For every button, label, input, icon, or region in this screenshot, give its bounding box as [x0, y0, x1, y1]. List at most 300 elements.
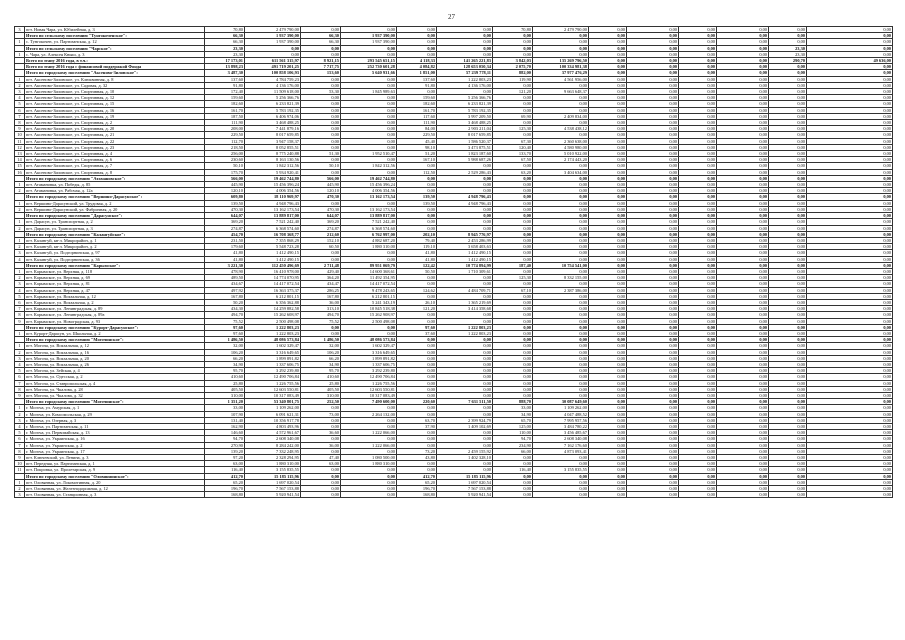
value-cell: 6 212 801,15 — [341, 293, 397, 299]
value-cell: 0,00 — [589, 244, 627, 250]
value-cell: 310,00 — [301, 392, 341, 398]
value-cell: 0,00 — [679, 58, 717, 64]
value-cell: 0,00 — [627, 399, 679, 405]
address-cell: пгт. Аксеново-Зиловское, ул. Спортивная, д. 8 — [25, 169, 205, 175]
value-cell: 0,00 — [627, 330, 679, 336]
address-cell: г. Могоча, ул. Первомайская, д. 13 — [25, 430, 205, 436]
value-cell: 0,00 — [627, 200, 679, 206]
value-cell: 0,00 — [533, 188, 589, 194]
value-cell: 139,50 — [205, 200, 245, 206]
value-cell: 0,00 — [679, 287, 717, 293]
value-cell: 0,00 — [589, 151, 627, 157]
value-cell: 0,00 — [627, 386, 679, 392]
value-cell: 0,00 — [397, 275, 437, 281]
value-cell: 0,00 — [679, 219, 717, 225]
value-cell: 0,00 — [717, 256, 769, 262]
value-cell: 1 412 490,15 — [245, 256, 301, 262]
value-cell: 51,20 — [397, 151, 437, 157]
value-cell: 0,00 — [301, 51, 341, 57]
value-cell: 8 017 659,85 — [437, 132, 493, 138]
value-cell: 0,00 — [533, 182, 589, 188]
value-cell: 0,00 — [769, 76, 807, 82]
value-cell: 133,70 — [493, 151, 533, 157]
value-cell: 112,70 — [205, 138, 245, 144]
value-cell: 41,80 — [205, 250, 245, 256]
value-cell: 12 490 706,84 — [341, 374, 397, 380]
value-cell: 0,00 — [769, 256, 807, 262]
value-cell: 0,00 — [807, 256, 893, 262]
value-cell: 0,00 — [807, 405, 893, 411]
value-cell: 274,87 — [205, 225, 245, 231]
value-cell: 6 091 621,31 — [245, 411, 301, 417]
value-cell: 0,00 — [807, 355, 893, 361]
value-cell: 0,00 — [437, 213, 493, 219]
value-cell: 137,60 — [205, 76, 245, 82]
value-cell: 0,00 — [589, 312, 627, 318]
value-cell: 0,00 — [397, 225, 437, 231]
value-cell: 0,00 — [437, 225, 493, 231]
value-cell: 168,80 — [205, 492, 245, 498]
value-cell: 0,00 — [679, 392, 717, 398]
value-cell: 0,00 — [627, 231, 679, 237]
value-cell: 0,00 — [589, 188, 627, 194]
value-cell: 0,00 — [533, 455, 589, 461]
value-cell: 0,00 — [397, 318, 437, 324]
value-cell: 63,00 — [301, 461, 341, 467]
value-cell: 5 241 343,19 — [341, 299, 397, 305]
address-cell: Итого по городскому поселению "Карымское": — [25, 262, 205, 268]
value-cell: 0,00 — [533, 219, 589, 225]
value-cell: 0,00 — [769, 213, 807, 219]
value-cell: 0,00 — [627, 324, 679, 330]
value-cell: 0,00 — [341, 473, 397, 479]
value-cell: 0,00 — [341, 436, 397, 442]
value-cell: 2 608 340,08 — [245, 436, 301, 442]
row-number-cell: 16 — [15, 169, 25, 175]
value-cell: 0,00 — [769, 163, 807, 169]
value-cell: 0,00 — [533, 33, 589, 39]
value-cell: 0,00 — [679, 448, 717, 454]
value-cell: 0,00 — [807, 417, 893, 423]
value-cell: 0,00 — [679, 349, 717, 355]
value-cell: 0,00 — [493, 237, 533, 243]
value-cell: 0,00 — [679, 361, 717, 367]
value-cell: 412,70 — [397, 473, 437, 479]
value-cell: 0,00 — [493, 473, 533, 479]
value-cell: 12 603 550,81 — [341, 386, 397, 392]
address-cell: пгт. Калангуй, кв-л. Микрорайон, д. 2 — [25, 244, 205, 250]
value-cell: 0,00 — [437, 182, 493, 188]
value-cell: 0,00 — [769, 70, 807, 76]
row-number-cell: 7 — [15, 113, 25, 119]
address-cell: Итого по городскому поселению "Могочинское": — [25, 337, 205, 343]
row-number-cell: 6 — [15, 299, 25, 305]
value-cell: 0,00 — [807, 343, 893, 349]
value-cell: 0,00 — [679, 368, 717, 374]
value-cell: 0,00 — [493, 219, 533, 225]
value-cell: 3 487,30 — [205, 70, 245, 76]
value-cell: 256,00 — [205, 151, 245, 157]
value-cell: 94,70 — [205, 436, 245, 442]
value-cell: 491 719 201,25 — [245, 64, 301, 70]
value-cell: 0,00 — [679, 386, 717, 392]
value-cell: 0,00 — [533, 268, 589, 274]
value-cell: 0,00 — [627, 461, 679, 467]
value-cell: 489,50 — [205, 275, 245, 281]
value-cell: 0,00 — [533, 120, 589, 126]
value-cell: 0,00 — [533, 355, 589, 361]
value-cell: 0,00 — [679, 306, 717, 312]
value-cell: 0,00 — [627, 157, 679, 163]
value-cell: 0,00 — [589, 262, 627, 268]
value-cell: 0,00 — [717, 244, 769, 250]
value-cell: 53,30 — [301, 89, 341, 95]
value-cell: 0,00 — [717, 312, 769, 318]
value-cell: 369,20 — [205, 219, 245, 225]
value-cell: 125,30 — [493, 126, 533, 132]
row-number-cell: 2 — [15, 82, 25, 88]
value-cell: 0,00 — [717, 64, 769, 70]
value-cell: 97,20 — [205, 455, 245, 461]
address-cell: Итого по городскому поселению "Могочинское": — [25, 399, 205, 405]
value-cell: 0,00 — [679, 76, 717, 82]
value-cell: 0,00 — [589, 157, 627, 163]
value-cell: 0,00 — [589, 337, 627, 343]
value-cell: 0,00 — [807, 436, 893, 442]
address-cell: пгт. Аксеново-Зиловское, ул. Садовая, д. 32 — [25, 82, 205, 88]
value-cell: 3 842,03 — [493, 58, 533, 64]
value-cell: 8 332 155,00 — [533, 275, 589, 281]
value-cell: 6 356 362,88 — [245, 299, 301, 305]
value-cell: 0,00 — [679, 107, 717, 113]
value-cell: 0,00 — [717, 405, 769, 411]
value-cell: 0,00 — [717, 225, 769, 231]
value-cell: 0,00 — [769, 244, 807, 250]
value-cell: 0,00 — [769, 343, 807, 349]
address-cell: пгт. Аксеново-Зиловское, ул. Спортивная, д. 4 — [25, 151, 205, 157]
value-cell: 0,00 — [533, 206, 589, 212]
row-number-cell: 3 — [15, 417, 25, 423]
table-body — [15, 27, 893, 498]
value-cell: 0,00 — [493, 182, 533, 188]
value-cell: 1 842 312,56 — [245, 163, 301, 169]
value-cell: 0,00 — [679, 113, 717, 119]
value-cell: 0,00 — [717, 436, 769, 442]
value-cell: 2 409 834,00 — [533, 113, 589, 119]
value-cell: 125,30 — [493, 275, 533, 281]
value-cell: 0,00 — [589, 268, 627, 274]
value-cell: 15 262 608,97 — [245, 312, 301, 318]
value-cell: 0,00 — [717, 467, 769, 473]
value-cell: 0,00 — [807, 157, 893, 163]
value-cell: 91,80 — [205, 82, 245, 88]
value-cell: 7 332 248,95 — [245, 448, 301, 454]
value-cell: 0,00 — [533, 45, 589, 51]
value-cell: 478,90 — [205, 268, 245, 274]
value-cell: 2 174 443,20 — [533, 157, 589, 163]
value-cell: 1 222 803,23 — [437, 324, 493, 330]
value-cell: 0,00 — [807, 455, 893, 461]
address-cell: пгт. Могоча, ул. Чкалова, д. 28 — [25, 386, 205, 392]
value-cell: 230,60 — [205, 157, 245, 163]
value-cell: 0,00 — [627, 89, 679, 95]
row-number-cell: 8 — [15, 120, 25, 126]
value-cell: 0,00 — [589, 58, 627, 64]
value-cell: 0,00 — [437, 281, 493, 287]
value-cell: 5 920 941,54 — [245, 492, 301, 498]
value-cell: 167,80 — [205, 293, 245, 299]
value-cell: 2 399 924,79 — [437, 417, 493, 423]
value-cell: 0,00 — [437, 89, 493, 95]
address-cell: пгт. Карымское, ул. Верхняя, д. 69 — [25, 275, 205, 281]
value-cell: 0,00 — [437, 436, 493, 442]
value-cell: 0,00 — [627, 374, 679, 380]
value-cell: 0,00 — [807, 113, 893, 119]
address-cell: пгт. Аксеново-Зиловское, ул. Спортивная, д. 19 — [25, 113, 205, 119]
value-cell: 0,00 — [627, 144, 679, 150]
value-cell: 73,00 — [301, 411, 341, 417]
value-cell: 0,00 — [679, 70, 717, 76]
value-cell: 0,00 — [769, 126, 807, 132]
value-cell: 4 948 796,43 — [437, 200, 493, 206]
row-number-cell: 1 — [15, 219, 25, 225]
value-cell: 0,00 — [397, 436, 437, 442]
value-cell: 1 937 390,00 — [245, 33, 301, 39]
value-cell: 139,50 — [397, 200, 437, 206]
value-cell: 1 697 020,54 — [437, 479, 493, 485]
value-cell: 0,00 — [397, 39, 437, 45]
value-cell: 0,00 — [397, 281, 437, 287]
row-number-cell: 1 — [15, 76, 25, 82]
value-cell: 0,00 — [679, 411, 717, 417]
value-cell: 0,00 — [533, 225, 589, 231]
value-cell: 0,00 — [679, 479, 717, 485]
value-cell: 0,00 — [679, 244, 717, 250]
value-cell: 1 952 510,47 — [341, 151, 397, 157]
value-cell: 0,00 — [627, 163, 679, 169]
row-number-cell: 4 — [15, 287, 25, 293]
row-number-cell: 2 — [15, 244, 25, 250]
value-cell: 0,00 — [589, 343, 627, 349]
value-cell: 0,00 — [807, 442, 893, 448]
value-cell: 0,00 — [807, 244, 893, 250]
value-cell: 0,00 — [533, 194, 589, 200]
address-cell: пгт. Карымское, ул. Верхняя, д. 118 — [25, 268, 205, 274]
value-cell: 1 222 803,23 — [437, 330, 493, 336]
value-cell: 32,00 — [301, 343, 341, 349]
value-cell: 0,00 — [589, 33, 627, 39]
value-cell: 0,00 — [341, 169, 397, 175]
value-cell: 0,00 — [769, 361, 807, 367]
value-cell: 470,30 — [301, 194, 341, 200]
value-cell: 0,00 — [769, 430, 807, 436]
value-cell: 4 948 796,43 — [245, 200, 301, 206]
value-cell: 3 155 835,55 — [245, 467, 301, 473]
value-cell: 0,00 — [679, 262, 717, 268]
value-cell: 0,00 — [807, 461, 893, 467]
value-cell: 0,00 — [589, 368, 627, 374]
value-cell: 0,00 — [589, 392, 627, 398]
value-cell: 0,00 — [533, 213, 589, 219]
value-cell: 0,00 — [301, 132, 341, 138]
value-cell: 8 284 242,00 — [245, 442, 301, 448]
row-number-cell: 13 — [15, 151, 25, 157]
value-cell: 0,00 — [627, 306, 679, 312]
row-number-cell: 2 — [15, 206, 25, 212]
value-cell: 0,00 — [589, 411, 627, 417]
value-cell: 30 087 649,60 — [533, 399, 589, 405]
value-cell: 135 269 796,50 — [533, 58, 589, 64]
address-cell: г. Могоча, ул. Украинская, д. 16 — [25, 436, 205, 442]
value-cell: 0,00 — [769, 268, 807, 274]
value-cell: 0,00 — [627, 417, 679, 423]
value-cell: 153,60 — [301, 70, 341, 76]
row-number-cell: 6 — [15, 436, 25, 442]
value-cell: 0,00 — [679, 312, 717, 318]
value-cell: 6 233 821,39 — [245, 101, 301, 107]
value-cell: 0,00 — [717, 132, 769, 138]
value-cell: 7 490 600,00 — [341, 399, 397, 405]
value-cell: 0,00 — [807, 200, 893, 206]
value-cell: 0,00 — [397, 27, 437, 33]
value-cell: 429,40 — [301, 268, 341, 274]
value-cell: 0,00 — [717, 107, 769, 113]
value-cell: 0,00 — [301, 144, 341, 150]
value-cell: 0,00 — [717, 411, 769, 417]
value-cell: 0,00 — [769, 448, 807, 454]
value-cell: 0,00 — [717, 144, 769, 150]
value-cell: 470,30 — [301, 206, 341, 212]
row-number-cell: 1 — [15, 330, 25, 336]
value-cell: 0,00 — [397, 467, 437, 473]
value-cell: 100 334 981,38 — [533, 64, 589, 70]
value-cell: 470,30 — [205, 206, 245, 212]
value-cell: 454,70 — [205, 231, 245, 237]
row-number-cell: 1 — [15, 343, 25, 349]
row-number-cell: 14 — [15, 157, 25, 163]
value-cell: 3 468 488,25 — [245, 120, 301, 126]
address-cell: пгт. Вершино-Дарасунский, ул. Фабричная, д. 20 — [25, 206, 205, 212]
address-cell: пгт. Новая Чара, ул. Юбилейная, д. 3 — [25, 27, 205, 33]
value-cell: 0,00 — [627, 293, 679, 299]
value-cell: 0,00 — [397, 461, 437, 467]
address-cell: пгт. Аксеново-Зиловское, ул. Спортивная, д. 12 — [25, 95, 205, 101]
row-number-cell: 3 — [15, 355, 25, 361]
value-cell: 0,00 — [679, 256, 717, 262]
value-cell: 8 921,15 — [301, 58, 341, 64]
value-cell: 9 663 648,37 — [533, 89, 589, 95]
value-cell: 0,00 — [397, 392, 437, 398]
value-cell: 0,00 — [589, 169, 627, 175]
address-cell: пгт. Атамановка, ул. Победы, д. 85 — [25, 182, 205, 188]
value-cell: 13 898,23 — [205, 64, 245, 70]
address-cell: пгт. Покровка, ул. Пролетарская, д. 9 — [25, 467, 205, 473]
value-cell: 0,00 — [493, 299, 533, 305]
value-cell: 16 363 375,37 — [245, 287, 301, 293]
value-cell: 95,70 — [301, 368, 341, 374]
value-cell: 0,00 — [533, 107, 589, 113]
value-cell: 0,00 — [627, 467, 679, 473]
value-cell: 0,00 — [627, 188, 679, 194]
value-cell: 0,00 — [533, 312, 589, 318]
value-cell: 0,00 — [627, 237, 679, 243]
address-cell: с. Чара, ул. Алексея Кныш, д. 3 — [25, 51, 205, 57]
value-cell: 0,00 — [627, 448, 679, 454]
value-cell: 34,90 — [205, 361, 245, 367]
value-cell: 0,00 — [341, 126, 397, 132]
row-number-cell: 1 — [15, 182, 25, 188]
value-cell: 0,00 — [769, 113, 807, 119]
value-cell: 0,00 — [589, 455, 627, 461]
value-cell: 0,00 — [679, 51, 717, 57]
value-cell: 0,00 — [493, 95, 533, 101]
value-cell: 0,00 — [769, 169, 807, 175]
value-cell: 4 136 176,00 — [437, 82, 493, 88]
value-cell: 116,40 — [493, 467, 533, 473]
value-cell: 7 567 153,88 — [437, 486, 493, 492]
value-cell: 0,00 — [493, 244, 533, 250]
value-cell: 0,00 — [717, 380, 769, 386]
value-cell: 0,00 — [397, 33, 437, 39]
value-cell: 0,00 — [437, 380, 493, 386]
row-number-cell: 2 — [15, 188, 25, 194]
value-cell: 0,00 — [717, 182, 769, 188]
value-cell: 67,50 — [493, 157, 533, 163]
value-cell: 0,00 — [717, 237, 769, 243]
value-cell: 65,20 — [397, 479, 437, 485]
value-cell: 0,00 — [717, 368, 769, 374]
value-cell: 0,00 — [717, 76, 769, 82]
value-cell: 159,60 — [205, 95, 245, 101]
value-cell: 566,00 — [301, 175, 341, 181]
value-cell: 0,00 — [627, 175, 679, 181]
value-cell: 13 162 173,54 — [341, 194, 397, 200]
value-cell: 0,00 — [627, 430, 679, 436]
value-cell: 0,00 — [533, 250, 589, 256]
value-cell: 0,00 — [717, 324, 769, 330]
value-cell: 0,00 — [717, 461, 769, 467]
address-cell: пгт. Аксеново-Зиловское, ул. Спортивная, д. 10 — [25, 89, 205, 95]
value-cell: 0,00 — [533, 299, 589, 305]
value-cell: 0,00 — [437, 39, 493, 45]
value-cell: 0,00 — [807, 268, 893, 274]
value-cell: 0,00 — [717, 213, 769, 219]
address-cell: пгт. Могоча, ул. Ставропольская, д. 4 — [25, 380, 205, 386]
value-cell: 4 882 687,20 — [341, 237, 397, 243]
address-cell: пгт. Оловянная, ул. Локомотивная, д. 20 — [25, 479, 205, 485]
value-cell: 196,70 — [397, 486, 437, 492]
value-cell: 218,50 — [205, 144, 245, 150]
value-cell: 0,00 — [493, 318, 533, 324]
value-cell: 79,40 — [397, 237, 437, 243]
value-cell: 0,00 — [589, 95, 627, 101]
value-cell: 0,00 — [397, 386, 437, 392]
value-cell: 0,00 — [769, 355, 807, 361]
value-cell: 12 603 550,81 — [245, 386, 301, 392]
value-cell: 0,00 — [807, 101, 893, 107]
value-cell: 1 080 500,00 — [341, 455, 397, 461]
address-cell: пгт. Курорт-Дарасун, ул. Школьная, д. 2 — [25, 330, 205, 336]
value-cell: 3 155 835,55 — [533, 467, 589, 473]
value-cell: 0,00 — [493, 194, 533, 200]
row-number-cell: 4 — [15, 361, 25, 367]
address-cell: г. Могоча, ул. Украинская, д. 17 — [25, 448, 205, 454]
value-cell: 0,00 — [437, 461, 493, 467]
value-cell: 0,00 — [717, 219, 769, 225]
address-cell: Итого по городскому поселению "Курорт-Дарасунское": — [25, 324, 205, 330]
address-cell: пгт. Аксеново-Зиловское, ул. Спортивная, д. 20 — [25, 126, 205, 132]
value-cell: 66,30 — [205, 33, 245, 39]
